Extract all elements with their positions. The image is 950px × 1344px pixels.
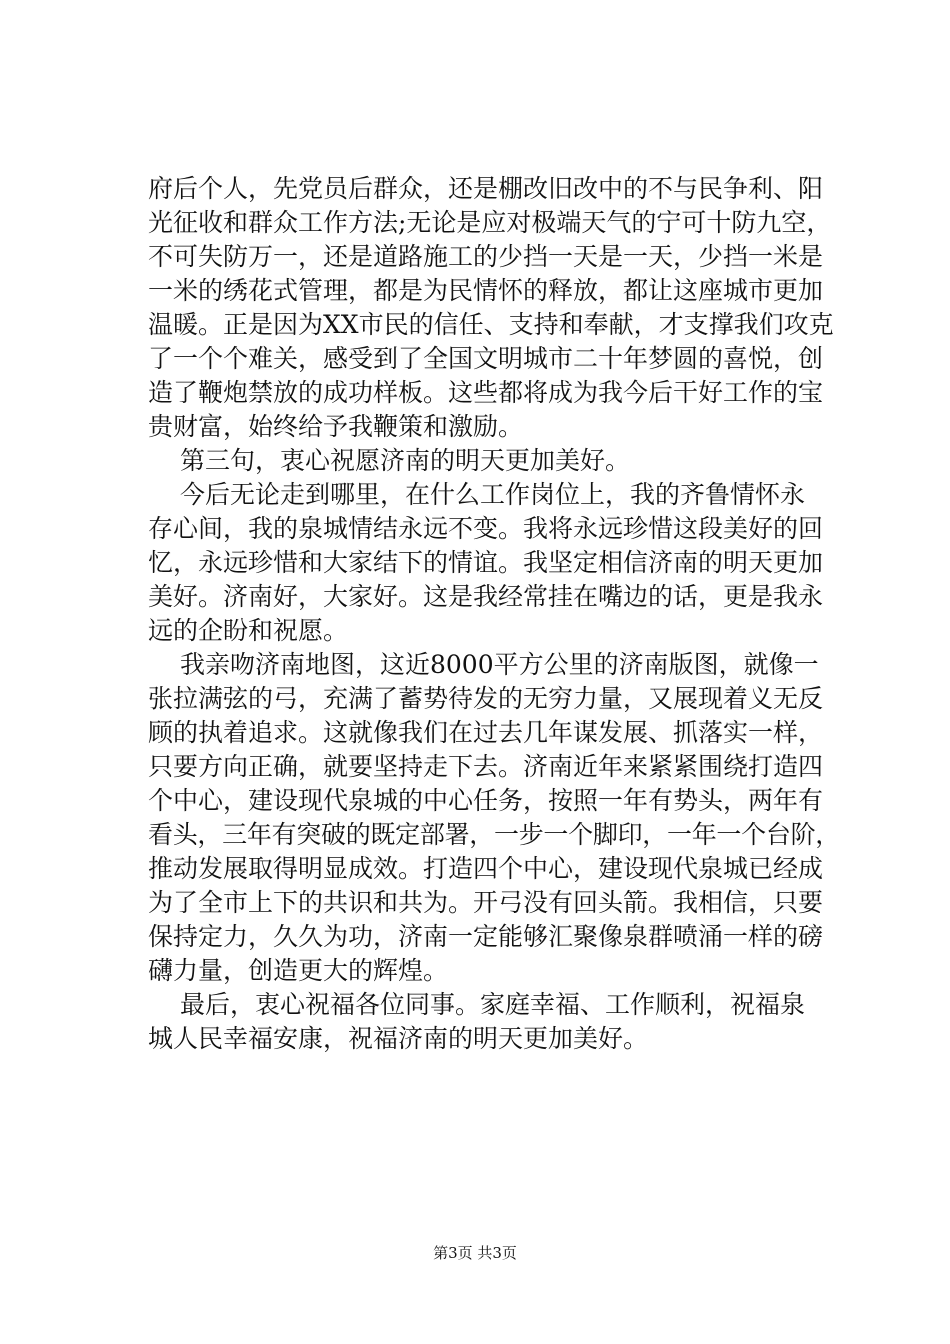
text-line: 温暖。正是因为XX市民的信任、支持和奉献，才支撑我们攻克: [148, 310, 834, 339]
text-line: 贵财富，始终给予我鞭策和激励。: [148, 412, 524, 441]
text-line: 不可失防万一，还是道路施工的少挡一天是一天，少挡一米是: [148, 242, 824, 271]
text-line: 张拉满弦的弓，充满了蓄势待发的无穷力量，又展现着义无反: [148, 684, 824, 713]
text-line: 推动发展取得明显成效。打造四个中心，建设现代泉城已经成: [148, 854, 824, 883]
text-line: 造了鞭炮禁放的成功样板。这些都将成为我今后干好工作的宝: [148, 378, 824, 407]
text-line: 美好。济南好，大家好。这是我经常挂在嘴边的话，更是我永: [148, 582, 824, 611]
text-line: 最后，衷心祝福各位同事。家庭幸福、工作顺利，祝福泉: [180, 990, 806, 1019]
text-line: 城人民幸福安康，祝福济南的明天更加美好。: [148, 1024, 649, 1053]
text-line: 远的企盼和祝愿。: [148, 616, 349, 645]
text-line: 只要方向正确，就要坚持走下去。济南近年来紧紧围绕打造四: [148, 752, 824, 781]
text-line: 忆，永远珍惜和大家结下的情谊。我坚定相信济南的明天更加: [148, 548, 824, 577]
text-line: 顾的执着追求。这就像我们在过去几年谋发展、抓落实一样，: [148, 718, 824, 747]
text-line: 礴力量，创造更大的辉煌。: [148, 956, 449, 985]
text-line: 府后个人，先党员后群众，还是棚改旧改中的不与民争利、阳: [148, 174, 824, 203]
text-line: 看头，三年有突破的既定部署，一步一个脚印，一年一个台阶，: [148, 820, 841, 849]
text-line: 为了全市上下的共识和共为。开弓没有回头箭。我相信，只要: [148, 888, 824, 917]
text-line: 一米的绣花式管理，都是为民情怀的释放，都让这座城市更加: [148, 276, 824, 305]
text-line: 了一个个难关，感受到了全国文明城市二十年梦圆的喜悦，创: [148, 344, 824, 373]
text-line: 第三句，衷心祝愿济南的明天更加美好。: [180, 446, 631, 475]
text-line: 我亲吻济南地图，这近8000平方公里的济南版图，就像一: [180, 650, 819, 679]
text-line: 今后无论走到哪里，在什么工作岗位上，我的齐鲁情怀永: [180, 480, 806, 509]
page-number-footer: 第3页 共3页: [433, 1244, 517, 1262]
text-line: 保持定力，久久为功，济南一定能够汇聚像泉群喷涌一样的磅: [148, 922, 824, 951]
text-line: 光征收和群众工作方法;无论是应对极端天气的宁可十防九空，: [148, 208, 832, 237]
text-line: 存心间，我的泉城情结永远不变。我将永远珍惜这段美好的回: [148, 514, 824, 543]
text-line: 个中心，建设现代泉城的中心任务，按照一年有势头，两年有: [148, 786, 824, 815]
